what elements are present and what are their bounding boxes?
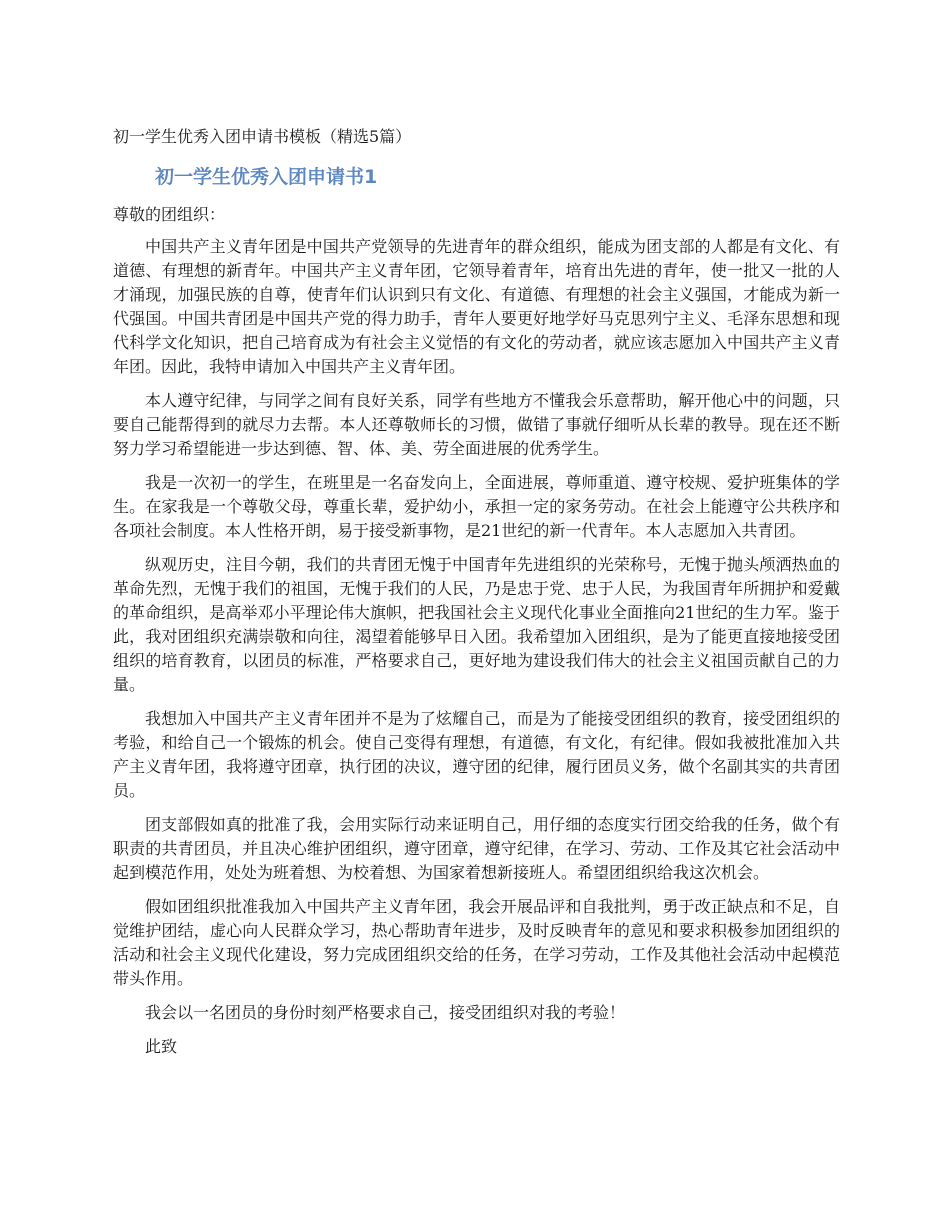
document-title: 初一学生优秀入团申请书模板（精选5篇）	[113, 127, 412, 146]
paragraph: 我想加入中国共产主义青年团并不是为了炫耀自己，而是为了能接受团组织的教育，接受团组织的考验，和给自己一个锻炼的机会。使自己变得有理想，有道德，有文化，有纪律。假如我被批准加入共产主义青年团，我将遵守团章，执行团的决议，遵守团的纪律，履行团员义务，做个名副其实的共青团员。	[113, 709, 840, 800]
paragraph: 团支部假如真的批准了我，会用实际行动来证明自己，用仔细的态度实行团交给我的任务，做个有职责的共青团员，并且决心维护团组织，遵守团章，遵守纪律，在学习、劳动、工作及其它社会活动中起到模范作用，处处为班着想、为校着想、为国家着想新接班人。希望团组织给我这次机会。	[113, 815, 840, 882]
section-heading: 初一学生优秀入团申请书1	[155, 166, 378, 188]
paragraph: 本人遵守纪律，与同学之间有良好关系，同学有些地方不懂我会乐意帮助，解开他心中的问题，只要自己能帮得到的就尽力去帮。本人还尊敬师长的习惯，做错了事就仔细听从长辈的教导。现在还不断努力学习希望能进一步达到德、智、体、美、劳全面进展的优秀学生。	[113, 391, 840, 458]
paragraph: 假如团组织批准我加入中国共产主义青年团，我会开展品评和自我批判，勇于改正缺点和不足，自觉维护团结，虚心向人民群众学习，热心帮助青年进步，及时反映青年的意见和要求积极参加团组织的活动和社会主义现代化建设，努力完成团组织交给的任务，在学习劳动，工作及其他社会活动中起模范带头作用。	[113, 897, 840, 988]
salutation: 尊敬的团组织：	[113, 205, 226, 224]
paragraph: 我是一次初一的学生，在班里是一名奋发向上，全面进展，尊师重道、遵守校规、爱护班集体的学生。在家我是一个尊敬父母，尊重长辈，爱护幼小，承担一定的家务劳动。在社会上能遵守公共秩序和各项社会制度。本人性格开朗，易于接受新事物，是21世纪的新一代青年。本人志愿加入共青团。	[113, 473, 840, 540]
document-body	[113, 125, 840, 1059]
paragraph: 中国共产主义青年团是中国共产党领导的先进青年的群众组织，能成为团支部的人都是有文化、有道德、有理想的新青年。中国共产主义青年团，它领导着青年，培育出先进的青年，使一批又一批的人才涌现，加强民族的自尊，使青年们认识到只有文化、有道德、有理想的社会主义强国，才能成为新一代强国。中国共青团是中国共产党的得力助手，青年人要更好地学好马克思列宁主义、毛泽东思想和现代科学文化知识，把自己培育成为有社会主义觉悟的有文化的劳动者，就应该志愿加入中国共产主义青年团。因此，我特申请加入中国共产主义青年团。	[113, 237, 840, 376]
closing-phrase: 此致	[145, 1037, 178, 1056]
paragraph: 我会以一名团员的身份时刻严格要求自己，接受团组织对我的考验！	[145, 1003, 626, 1022]
paragraph: 纵观历史，注目今朝，我们的共青团无愧于中国青年先进组织的光荣称号，无愧于抛头颅洒热血的革命先烈，无愧于我们的祖国，无愧于我们的人民，乃是忠于党、忠于人民，为我国青年所拥护和爱戴的革命组织，是高举邓小平理论伟大旗帜，把我国社会主义现代化事业全面推向21世纪的生力军。鉴于此，我对团组织充满崇敬和向往，渴望着能够早日入团。我希望加入团组织，是为了能更直接地接受团组织的培育教育，以团员的标准，严格要求自己，更好地为建设我们伟大的社会主义祖国贡献自己的力量。	[113, 555, 840, 694]
